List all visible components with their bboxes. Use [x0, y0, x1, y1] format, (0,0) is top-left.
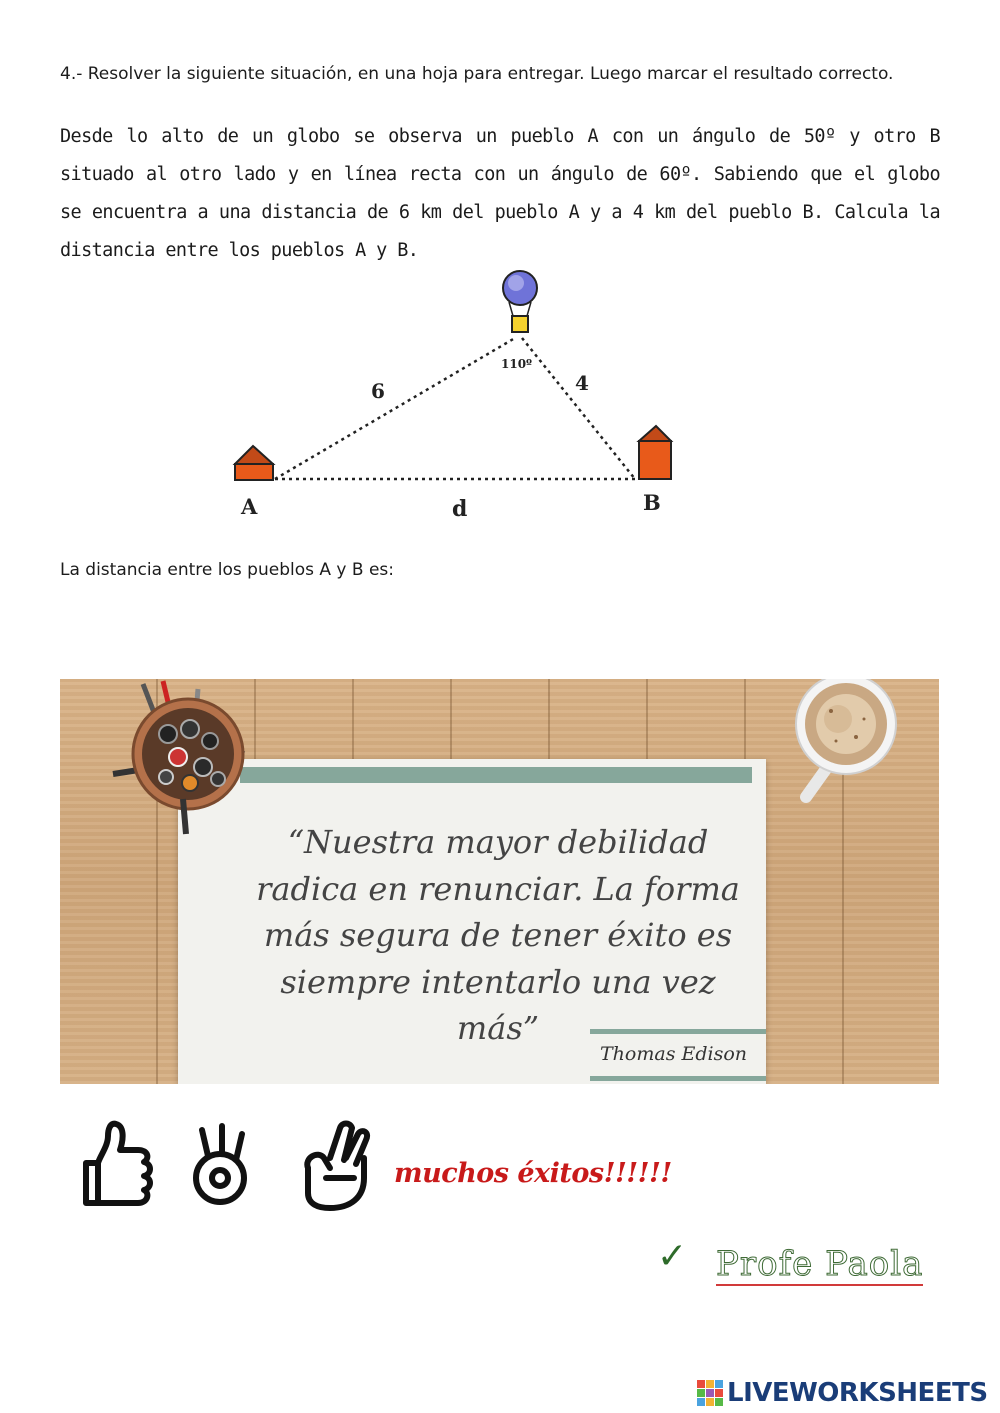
side-b-label: 4 [575, 371, 589, 395]
signature: Profe Paola [716, 1244, 924, 1284]
angle-label: 110º [501, 357, 533, 371]
triangle-diagram [225, 258, 685, 528]
crossed-fingers-icon [307, 1124, 367, 1209]
house-b-icon [639, 426, 671, 479]
instruction-text: 4.- Resolver la siguiente situación, en una hoja para entregar. Luego marcar el resultado correcto. [60, 64, 894, 84]
thumbs-up-icon [86, 1124, 150, 1203]
answer-prompt: La distancia entre los pueblos A y B es: [60, 560, 394, 580]
side-b-line [522, 338, 635, 479]
coffee-cup-icon [776, 679, 926, 804]
liveworksheets-brand[interactable] [697, 1376, 988, 1410]
quote-banner [60, 679, 939, 1084]
side-a-line [275, 338, 515, 479]
pencil-cup-icon [108, 679, 258, 839]
hand-icons-svg [78, 1118, 378, 1213]
quote-author: Thomas Edison [600, 1043, 748, 1065]
card-stripe-bottom [590, 1076, 766, 1081]
town-a-label: A [241, 494, 258, 519]
success-message: muchos éxitos!!!!!! [394, 1158, 672, 1189]
problem-statement: Desde lo alto de un globo se observa un pueblo A con un ángulo de 50º y otro B situado al otro lado y en línea recta con un ángulo de 60º. Sabiendo que el globo se encuentra a una distancia de 6 km del pueblo A y a 4 km del pueblo B. Calcula la distancia entre los pueblos A y B. [60, 126, 940, 261]
house-a-icon [235, 446, 273, 480]
triangle-diagram-svg [225, 258, 685, 528]
hand-gestures [78, 1118, 378, 1213]
balloon-icon [503, 271, 537, 332]
brand-text: LIVEWORKSHEETS [727, 1378, 988, 1408]
ok-hand-icon [196, 1126, 244, 1202]
brand-logo-icon [697, 1380, 723, 1406]
check-icon: ✓ [657, 1236, 688, 1277]
side-a-label: 6 [371, 379, 385, 403]
quote-text: “Nuestra mayor debilidad radica en renunciar. La forma más segura de tener éxito es siempre intentarlo una vez más” [256, 823, 740, 1047]
base-label: d [452, 496, 468, 522]
town-b-label: B [643, 490, 661, 515]
card-stripe-top [240, 767, 752, 783]
